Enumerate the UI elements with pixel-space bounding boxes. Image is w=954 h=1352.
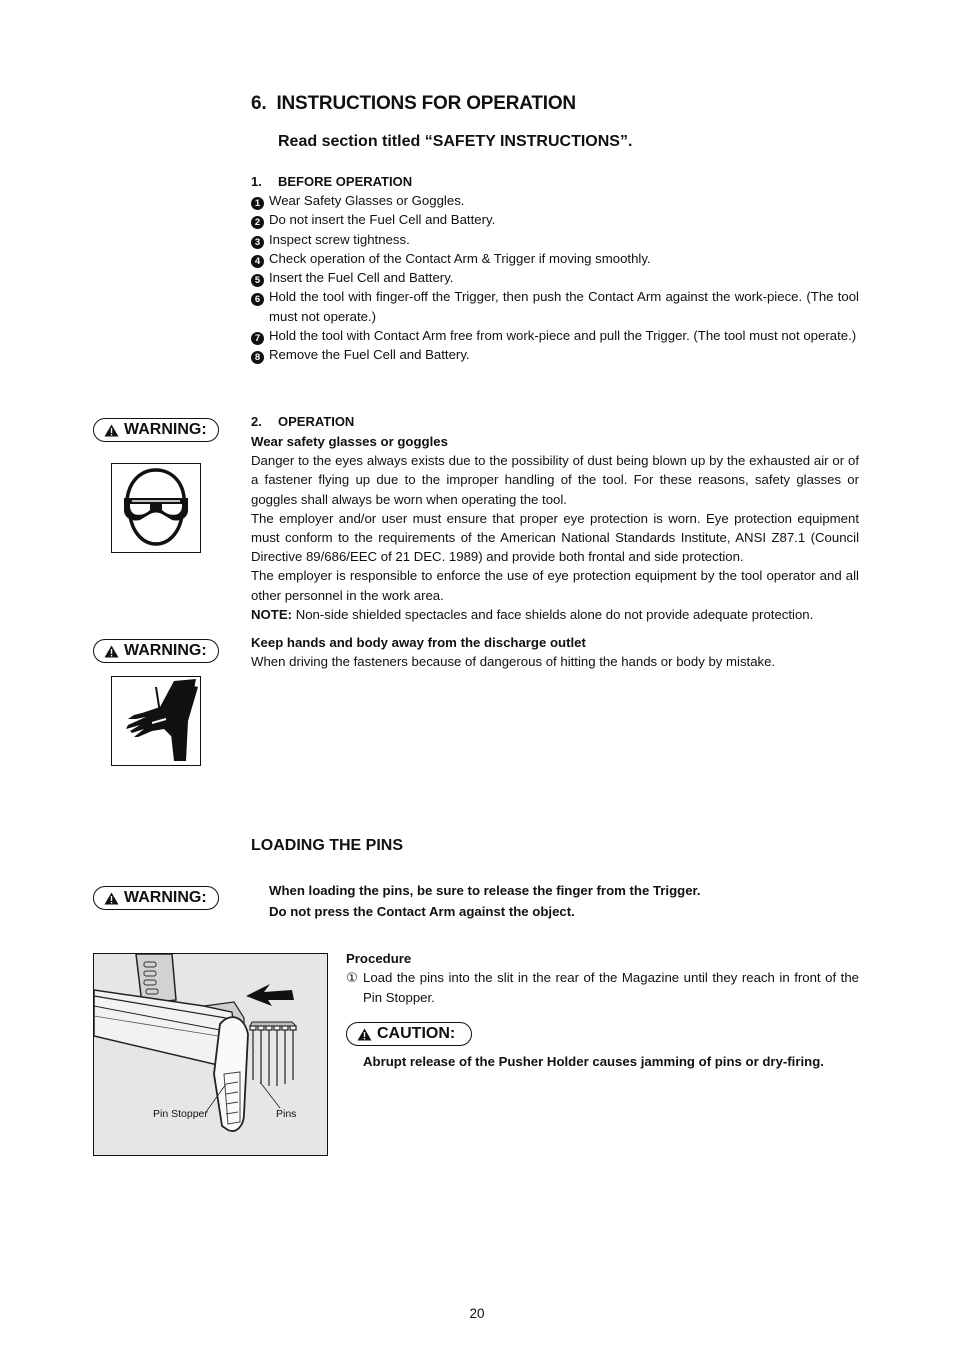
warning-label: WARNING: bbox=[124, 421, 207, 438]
step-marker: 7 bbox=[251, 332, 264, 345]
list-item-text: Hold the tool with finger-off the Trigger, then push the Contact Arm against the work-piece. (The tool must not operate.) bbox=[269, 289, 859, 324]
section-title: INSTRUCTIONS FOR OPERATION bbox=[276, 93, 576, 114]
note-label: NOTE: bbox=[251, 606, 293, 622]
step-marker: 8 bbox=[251, 351, 264, 364]
before-operation-list bbox=[251, 191, 859, 365]
list-item-text: Remove the Fuel Cell and Battery. bbox=[269, 347, 470, 363]
list-item-text: Insert the Fuel Cell and Battery. bbox=[269, 270, 454, 286]
list-item-text: Wear Safety Glasses or Goggles. bbox=[269, 193, 465, 208]
section-heading bbox=[251, 93, 576, 115]
loading-warning-text bbox=[269, 881, 701, 922]
list-item bbox=[251, 268, 859, 287]
before-operation-number: 1. bbox=[251, 174, 262, 189]
step-marker: 6 bbox=[251, 293, 264, 306]
step-marker: 4 bbox=[251, 255, 264, 268]
warning-triangle-icon bbox=[104, 645, 119, 658]
list-item bbox=[251, 326, 859, 345]
pins-label: Pins bbox=[276, 1108, 297, 1120]
warning-triangle-icon bbox=[357, 1028, 372, 1041]
caution-text: Abrupt release of the Pusher Holder causes jamming of pins or dry-firing. bbox=[363, 1054, 824, 1069]
safety-goggles-pictogram bbox=[111, 463, 201, 553]
operation-heading bbox=[251, 414, 354, 429]
eye-protection-paragraph: The employer is responsible to enforce the use of eye protection equipment by the tool operator and all other personnel in the work area. bbox=[251, 568, 859, 603]
safety-goggles-icon bbox=[112, 464, 199, 551]
warning-badge bbox=[93, 886, 219, 910]
procedure-step-text: Load the pins into the slit in the rear of the Magazine until they reach in front of the Pin Stopper. bbox=[363, 970, 859, 1005]
step-marker: 1 bbox=[251, 197, 264, 210]
loading-warning-line: When loading the pins, be sure to release the finger from the Trigger. bbox=[269, 883, 701, 898]
operation-title: OPERATION bbox=[278, 414, 355, 429]
procedure-step bbox=[346, 968, 859, 1007]
loading-pins-heading: LOADING THE PINS bbox=[251, 837, 404, 854]
warning-triangle-icon bbox=[104, 892, 119, 905]
before-operation-heading bbox=[251, 174, 412, 189]
procedure-heading: Procedure bbox=[346, 951, 412, 966]
operation-number: 2. bbox=[251, 414, 262, 429]
list-item bbox=[251, 230, 859, 249]
warning-badge bbox=[93, 639, 219, 663]
hand-hazard-icon bbox=[112, 677, 199, 764]
warning-badge bbox=[93, 418, 219, 442]
pin-stopper-label: Pin Stopper bbox=[153, 1108, 208, 1120]
loading-warning-line: Do not press the Contact Arm against the object. bbox=[269, 903, 575, 919]
step-marker: 5 bbox=[251, 274, 264, 287]
hands-heading: Keep hands and body away from the discharge outlet bbox=[251, 635, 586, 650]
list-item bbox=[251, 191, 859, 210]
note-text: Non-side shielded spectacles and face shields alone do not provide adequate protection. bbox=[295, 606, 814, 622]
list-item-text: Inspect screw tightness. bbox=[269, 231, 410, 247]
warning-label: WARNING: bbox=[124, 889, 207, 906]
hands-text: When driving the fasteners because of dangerous of hitting the hands or body by mistake. bbox=[251, 654, 776, 670]
eye-protection-block bbox=[251, 432, 859, 624]
list-item bbox=[251, 210, 859, 229]
warning-label: WARNING: bbox=[124, 642, 207, 659]
caution-label: CAUTION: bbox=[377, 1025, 456, 1042]
eye-protection-paragraph: Danger to the eyes always exists due to the possibility of dust being blown up by the exhausted air or of a fastener flying up due to the improper handling of the tool. For these reasons, safety glasses or goggles shall always be worn when operating the tool. bbox=[251, 453, 859, 507]
step-marker: ① bbox=[346, 970, 358, 986]
caution-badge bbox=[346, 1022, 472, 1046]
eye-protection-heading: Wear safety glasses or goggles bbox=[251, 434, 448, 449]
list-item-text: Check operation of the Contact Arm & Trigger if moving smoothly. bbox=[269, 250, 651, 266]
page-number: 20 bbox=[469, 1306, 485, 1321]
list-item bbox=[251, 249, 859, 268]
before-operation-title: BEFORE OPERATION bbox=[278, 174, 413, 189]
read-notice: Read section titled “SAFETY INSTRUCTIONS”. bbox=[278, 133, 633, 150]
procedure-block bbox=[346, 949, 859, 1007]
list-item-text: Hold the tool with Contact Arm free from work-piece and pull the Trigger. (The tool must not operate.) bbox=[269, 328, 857, 344]
hand-hazard-pictogram bbox=[111, 676, 201, 766]
magazine-illustration bbox=[94, 954, 327, 1155]
loading-pins-figure bbox=[93, 953, 328, 1156]
list-item-text: Do not insert the Fuel Cell and Battery. bbox=[269, 212, 496, 228]
step-marker: 3 bbox=[251, 236, 264, 249]
list-item bbox=[251, 287, 859, 326]
list-item bbox=[251, 345, 859, 364]
warning-triangle-icon bbox=[104, 424, 119, 437]
note-paragraph bbox=[251, 605, 859, 624]
hands-warning-block bbox=[251, 633, 859, 671]
eye-protection-paragraph: The employer and/or user must ensure that proper eye protection is worn. Eye protection equipment must conform to the requirements of the American National Standards Institute, ANSI Z87.1 (Council Directive 89/686/EEC of 21 DEC. 1989) and provide both frontal and side protection. bbox=[251, 510, 859, 565]
step-marker: 2 bbox=[251, 216, 264, 229]
section-number: 6. bbox=[251, 93, 267, 114]
